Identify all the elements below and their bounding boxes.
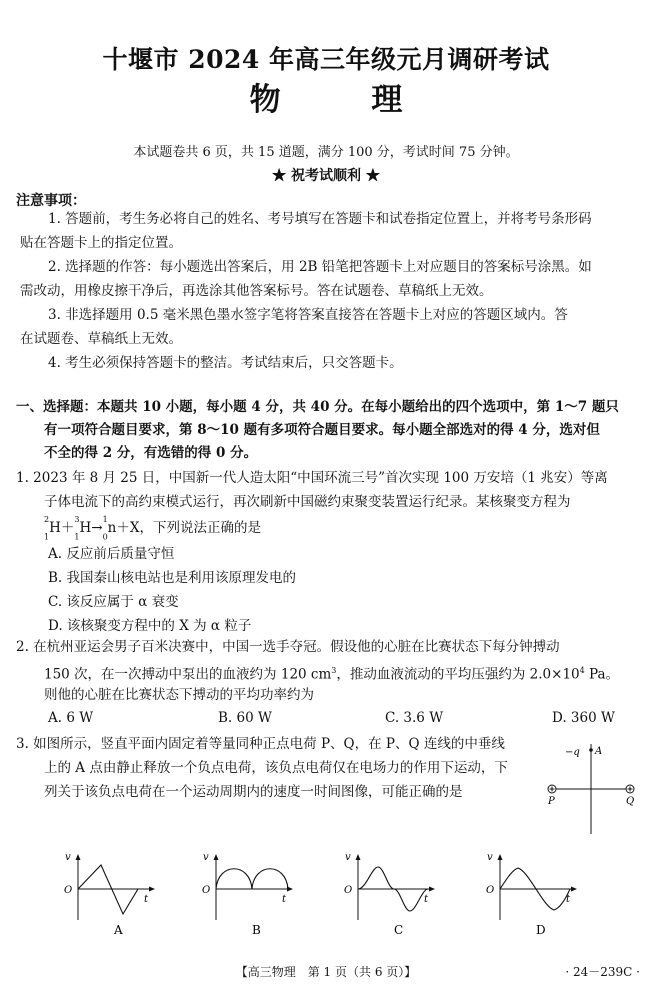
equation-part: H→: [79, 520, 103, 537]
q2-option-d: D. 360 W: [552, 710, 615, 726]
section-heading: 有一项符合题目要求，第 8～10 题有多项符合题目要求。每小题全部选对的得 4 分，选对但: [44, 422, 600, 438]
graph-label: A: [114, 923, 123, 937]
exponent: 4: [579, 666, 585, 675]
charge-figure: [540, 738, 640, 838]
q1-option-d: D. 该核聚变方程中的 X 为 α 粒子: [48, 618, 252, 634]
point-q-label: Q: [626, 796, 635, 807]
origin-label: O: [344, 885, 353, 896]
question-2-line: 2. 在杭州亚运会男子百米决赛中，中国一选手夺冠。假设他的心脏在比赛状态下每分钟搏动: [16, 639, 560, 655]
mass-number: 3: [74, 515, 80, 524]
question-1-line: 子体电流下的高约束模式运行，再次刷新中国磁约束聚变装置运行纪录。某核聚变方程为: [44, 494, 571, 510]
equation-part: n＋X，下列说法正确的是: [107, 520, 261, 537]
t-axis-arrow: [571, 887, 577, 892]
text-part: ，推动血液流动的平均压强约为 2.0×10: [336, 666, 580, 683]
section-heading: 一、选择题：本题共 10 小题，每小题 4 分，共 40 分。在每小题给出的四个选项中，第 1～7 题只: [16, 399, 619, 415]
notice-line: 2. 选择题的作答：每小题选出答案后，用 2B 铅笔把答题卡上对应题目的答案标号涂黑。如: [48, 259, 592, 275]
exam-info: 本试题卷共 6 页，共 15 道题，满分 100 分，考试时间 75 分钟。: [133, 145, 519, 160]
notice-heading: 注意事项：: [16, 193, 86, 209]
vt-graph-options: [0, 848, 652, 938]
question-3-line: 3. 如图所示，竖直平面内固定着等量同种正点电荷 P、Q，在 P、Q 连线的中垂线: [16, 736, 505, 752]
graph-c: [340, 848, 440, 938]
q1-option-c: C. 该反应属于 α 衰变: [48, 594, 179, 610]
notice-line: 4. 考生必须保持答题卡的整洁。考试结束后，只交答题卡。: [48, 355, 403, 371]
question-3-line: 列关于该负点电荷在一个运动周期内的速度一时间图像，可能正确的是: [44, 784, 463, 800]
section-heading: 不全的得 2 分，有选错的得 0 分。: [44, 445, 258, 461]
question-2-line: 则他的心脏在比赛状态下搏动的平均功率约为: [44, 687, 314, 703]
text-part: 150 次，在一次搏动中泵出的血液约为 120 cm: [44, 666, 332, 683]
v-label: v: [487, 852, 493, 863]
v-axis-arrow: [498, 854, 503, 860]
charge-label: −q: [565, 747, 580, 758]
graph-label: C: [394, 923, 404, 937]
graph-label: B: [252, 923, 261, 937]
q2-option-a: A. 6 W: [48, 710, 94, 726]
text-part: Pa。: [584, 666, 620, 683]
point-p-label: P: [548, 796, 555, 807]
v-label: v: [203, 852, 209, 863]
t-label: t: [424, 894, 429, 905]
graph-label: D: [536, 923, 546, 937]
equation-part: H＋: [49, 520, 75, 537]
graph-b: [198, 848, 298, 938]
velocity-curve: [216, 869, 288, 889]
mass-number: 1: [102, 515, 108, 524]
t-label: t: [566, 894, 571, 905]
question-3-line: 上的 A 点由静止释放一个负点电荷，该负点电荷仅在电场力的作用下运动，下: [44, 760, 508, 776]
q2-option-b: B. 60 W: [218, 710, 272, 726]
t-label: t: [144, 894, 149, 905]
v-axis-arrow: [356, 854, 361, 860]
graph-d: [482, 848, 582, 938]
point-a-dot: [589, 748, 593, 752]
question-2-line: [44, 662, 619, 684]
v-axis-arrow: [76, 854, 81, 860]
exam-title: 十堰市 2024 年高三年级元月调研考试: [102, 45, 550, 74]
notice-line: 3. 非选择题用 0.5 毫米黑色墨水签字笔将答案直接答在答题卡上对应的答题区域内。答: [48, 307, 568, 323]
mass-number: 2: [44, 515, 50, 524]
subject-title: 物 理: [249, 82, 443, 118]
atomic-number: 0: [102, 532, 108, 542]
t-axis-arrow: [149, 887, 155, 892]
origin-label: O: [202, 885, 211, 896]
notice-line: 在试题卷、草稿纸上无效。: [20, 331, 182, 347]
t-label: t: [282, 894, 287, 905]
v-label: v: [65, 852, 71, 863]
question-1-line: 1. 2023 年 8 月 25 日，中国新一代人造太阳“中国环流三号”首次实现 100 万安培（1 兆安）等离: [16, 470, 608, 486]
t-axis-arrow: [429, 887, 435, 892]
point-a-label: A: [595, 746, 603, 757]
q2-option-c: C. 3.6 W: [385, 710, 444, 726]
notice-line: 需改动，用橡皮擦干净后，再选涂其他答案标号。答在试题卷、草稿纸上无效。: [20, 283, 493, 299]
v-axis-arrow: [214, 854, 219, 860]
question-1-equation: [44, 516, 261, 541]
good-luck-line: ★ 祝考试顺利 ★: [272, 168, 380, 184]
q1-option-b: B. 我国秦山核电站也是利用该原理发电的: [48, 570, 297, 586]
footer-page-info: 【高三物理 第 1 页（共 6 页）】: [235, 965, 417, 979]
graph-a: [60, 848, 160, 938]
footer-code: · 24－239C ·: [565, 965, 640, 979]
exponent: 3: [331, 666, 337, 675]
q1-option-a: A. 反应前后质量守恒: [48, 546, 175, 562]
origin-label: O: [486, 885, 495, 896]
atomic-number: 1: [74, 532, 80, 542]
v-label: v: [345, 852, 351, 863]
origin-label: O: [64, 885, 73, 896]
notice-line: 贴在答题卡上的指定位置。: [20, 235, 182, 251]
atomic-number: 1: [44, 532, 50, 542]
notice-line: 1. 答题前，考生务必将自己的姓名、考号填写在答题卡和试卷指定位置上，并将考号条形码: [48, 211, 592, 227]
